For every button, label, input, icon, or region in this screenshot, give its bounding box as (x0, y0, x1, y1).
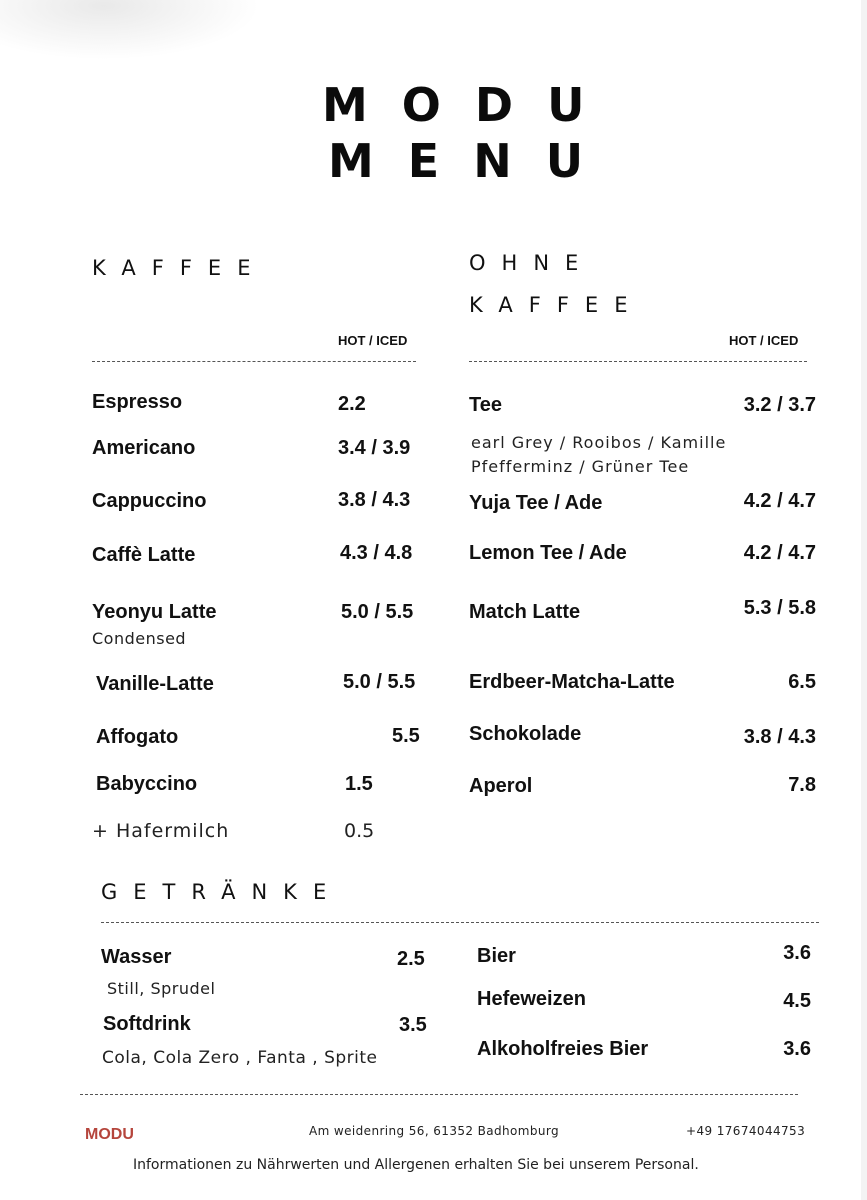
title-menu: MENU (328, 134, 618, 188)
menu-item-name: Softdrink (103, 1013, 191, 1035)
menu-item-price: 3.6 (783, 942, 811, 964)
getraenke-divider (101, 922, 819, 923)
menu-item-name: Match Latte (469, 601, 581, 623)
menu-item-name: Yuja Tee / Ade (469, 492, 603, 514)
menu-item-name: Americano (92, 437, 196, 459)
section-getraenke-heading: GETRÄNKE (101, 880, 343, 904)
menu-item-name: Hefeweizen (477, 988, 586, 1010)
menu-item-price: 4.3 / 4.8 (340, 542, 413, 564)
menu-item-name: Tee (469, 394, 502, 416)
menu-item-name: + Hafermilch (92, 820, 230, 842)
menu-item-note: Still, Sprudel (107, 979, 216, 998)
title-modu: MODU (322, 78, 619, 132)
menu-item-note: Cola, Cola Zero , Fanta , Sprite (102, 1048, 378, 1068)
menu-item-name: Vanille-Latte (96, 673, 214, 695)
footer-phone: +49 17674044753 (686, 1124, 806, 1138)
page-edge (861, 0, 867, 1200)
menu-item-price: 3.4 / 3.9 (338, 437, 411, 459)
menu-item-name: Alkoholfreies Bier (477, 1038, 649, 1060)
ohne-divider (469, 361, 807, 362)
menu-item-price: 3.5 (399, 1014, 427, 1036)
menu-item-note: Pfefferminz / Grüner Tee (471, 457, 690, 476)
menu-item-name: Aperol (469, 775, 533, 797)
menu-item-note: earl Grey / Rooibos / Kamille (471, 433, 727, 452)
menu-item-price: 2.2 (338, 393, 366, 415)
menu-item-price: 5.5 (392, 725, 420, 747)
menu-item-price: 1.5 (345, 773, 373, 795)
menu-item-price: 3.8 / 4.3 (338, 489, 411, 511)
menu-item-price: 4.2 / 4.7 (743, 490, 816, 512)
footer-address: Am weidenring 56, 61352 Badhomburg (309, 1124, 560, 1138)
menu-item-name: Cappuccino (92, 490, 207, 512)
menu-item-name: Espresso (92, 391, 183, 413)
menu-item-price: 3.6 (783, 1038, 811, 1060)
menu-item-price: 6.5 (788, 671, 816, 693)
footer-brand-logo: MODU (85, 1126, 134, 1143)
menu-item-name: Bier (477, 945, 516, 967)
menu-item-price: 5.0 / 5.5 (343, 671, 416, 693)
menu-item-price: 3.2 / 3.7 (743, 394, 816, 416)
menu-item-price: 4.5 (783, 990, 811, 1012)
menu-item-name: Affogato (96, 726, 179, 748)
section-kaffee-heading: KAFFEE (92, 256, 267, 280)
menu-item-price: 3.8 / 4.3 (743, 726, 816, 748)
menu-item-price: 0.5 (344, 820, 375, 842)
menu-item-price: 7.8 (788, 774, 816, 796)
menu-item-name: Babyccino (96, 773, 198, 795)
section-ohne-heading: OHNE (469, 251, 595, 275)
menu-item-name: Lemon Tee / Ade (469, 542, 627, 564)
menu-item-price: 2.5 (397, 948, 425, 970)
menu-item-name: Wasser (101, 946, 172, 968)
menu-item-price: 5.3 / 5.8 (743, 597, 816, 619)
menu-item-price: 5.0 / 5.5 (341, 601, 414, 623)
kaffee-column-label: HOT / ICED (338, 333, 408, 348)
menu-item-name: Yeonyu Latte (92, 601, 217, 623)
menu-item-name: Erdbeer-Matcha-Latte (469, 671, 675, 693)
menu-item-name: Schokolade (469, 723, 582, 745)
footer-divider (80, 1094, 798, 1095)
menu-item-name: Caffè Latte (92, 544, 196, 566)
section-ohne-kaffee-heading: KAFFEE (469, 293, 644, 317)
ohne-column-label: HOT / ICED (729, 333, 799, 348)
menu-item-note: Condensed (92, 629, 187, 648)
menu-item-price: 4.2 / 4.7 (743, 542, 816, 564)
corner-shadow (0, 0, 260, 60)
kaffee-divider (92, 361, 416, 362)
footer-allergen-note: Informationen zu Nährwerten und Allergenen erhalten Sie bei unserem Personal. (133, 1157, 699, 1173)
